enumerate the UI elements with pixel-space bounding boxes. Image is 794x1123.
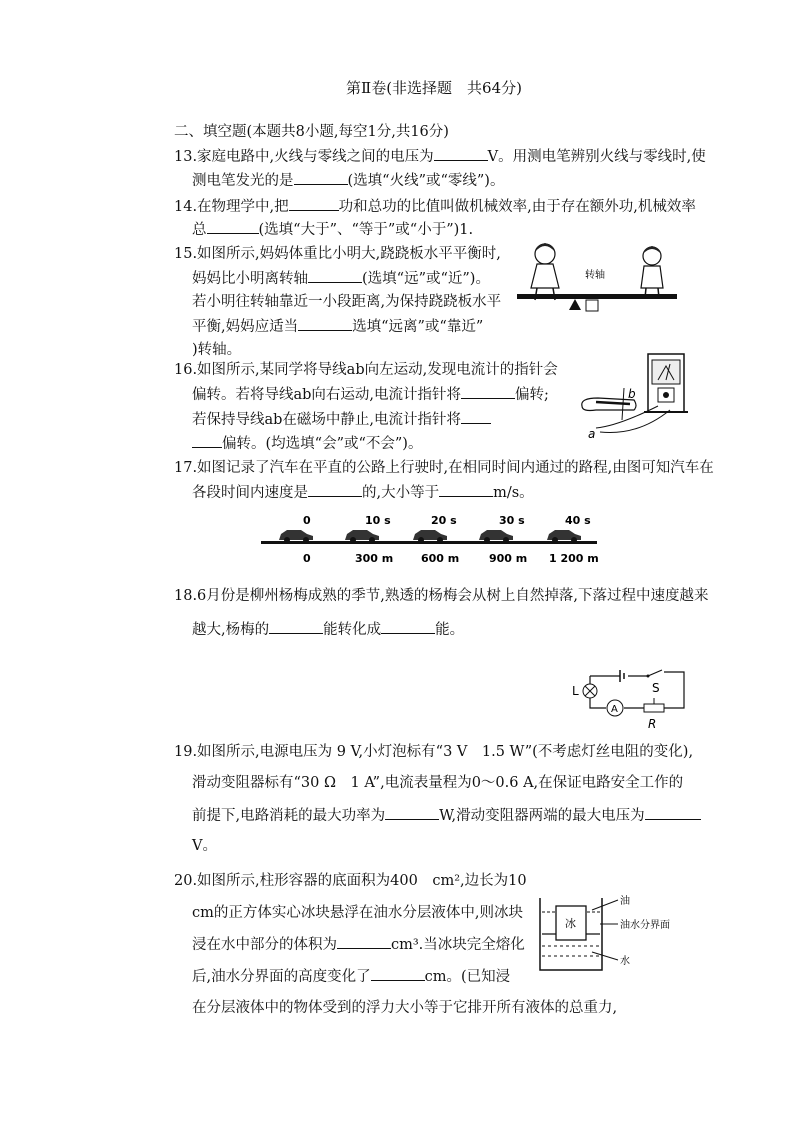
rheostat-icon [644, 704, 664, 712]
q14-line2: 总 (选填“大于”、“等于”或“小于”)1. [192, 219, 473, 240]
weight-block [586, 300, 598, 311]
q14-line1: 14.在物理学中,把 功和总功的比值叫做机械效率,由于存在额外功,机械效率 [174, 196, 696, 217]
galvanometer-figure [578, 350, 690, 442]
time-label: 10 s [365, 514, 391, 527]
answer-blank[interactable] [439, 482, 493, 497]
answer-blank[interactable] [434, 146, 488, 161]
q20-line2: cm的正方体实心冰块悬浮在油水分层液体中,则冰块 [192, 905, 523, 921]
time-label: 30 s [499, 514, 525, 527]
svg-text:冰: 冰 [565, 917, 576, 930]
answer-blank[interactable] [308, 268, 362, 283]
time-label: 20 s [431, 514, 457, 527]
answer-blank[interactable] [289, 196, 339, 211]
q20-line1: 20.如图所示,柱形容器的底面积为400 cm²,边长为10 [174, 873, 527, 889]
q19-line2: 滑动变阻器标有“30 Ω 1 A”,电流表量程为0～0.6 A,在保证电路安全工作的 [192, 775, 684, 791]
q16-line1: 16.如图所示,某同学将导线ab向左运动,发现电流计的指针会 [174, 362, 558, 378]
q15-line4: 平衡,妈妈应适当 选填“远离”或“靠近” [192, 316, 483, 337]
q16-line4: 偏转。(均选填“会”或“不会”)。 [192, 433, 422, 454]
answer-blank[interactable] [385, 805, 439, 820]
oil-label: 油 [620, 896, 630, 907]
q17-line1: 17.如图记录了汽车在平直的公路上行驶时,在相同时间内通过的路程,由图可知汽车在 [174, 460, 714, 476]
answer-blank[interactable] [192, 433, 222, 448]
page-title: 第Ⅱ卷(非选择题 共64分) [346, 79, 522, 97]
answer-blank[interactable] [337, 934, 391, 949]
q18-line1: 18.6月份是柳州杨梅成熟的季节,熟透的杨梅会从树上自然掉落,下落过程中速度越来 [174, 588, 709, 604]
boy-figure [641, 246, 663, 298]
answer-blank[interactable] [298, 316, 352, 331]
q15-line2: 妈妈比小明离转轴 (选填“远”或“近”)。 [192, 268, 490, 289]
answer-blank[interactable] [461, 384, 515, 399]
section-heading: 二、填空题(本题共8小题,每空1分,共16分) [174, 124, 449, 140]
wire-label-b: b [628, 387, 636, 401]
distance-label: 0 [303, 552, 311, 565]
switch-label: S [652, 681, 660, 695]
answer-blank[interactable] [294, 170, 348, 185]
q15-line1: 15.如图所示,妈妈体重比小明大,跷跷板水平平衡时, [174, 246, 501, 262]
girl-figure [531, 243, 559, 300]
answer-blank[interactable] [308, 482, 362, 497]
rheostat-label: R [648, 717, 657, 731]
distance-label: 600 m [421, 552, 460, 565]
distance-label: 1 200 m [549, 552, 599, 565]
answer-blank[interactable] [645, 805, 701, 820]
answer-blank[interactable] [381, 619, 435, 634]
answer-blank[interactable] [461, 409, 491, 424]
time-label: 0 [303, 514, 311, 527]
car-motion-figure [255, 510, 605, 570]
wire-label-a: a [588, 427, 596, 441]
q15-line5: )转轴。 [192, 342, 242, 358]
answer-blank[interactable] [371, 966, 425, 981]
q17-line2: 各段时间内速度是 的,大小等于 m/s。 [192, 482, 534, 503]
switch-icon [648, 670, 662, 676]
q18-line2: 越大,杨梅的 能转化成 能。 [192, 619, 464, 640]
distance-label: 900 m [489, 552, 528, 565]
q16-line2: 偏转。若将导线ab向右运动,电流计指针将 偏转; [192, 384, 549, 405]
battery-icon [620, 670, 624, 682]
q19-line3: 前提下,电路消耗的最大功率为 W,滑动变阻器两端的最大电压为 [192, 805, 701, 826]
q16-line3: 若保持导线ab在磁场中静止,电流计指针将 [192, 409, 491, 430]
container-figure [536, 890, 670, 978]
seesaw-figure [515, 238, 690, 318]
pivot-label: 转轴 [585, 270, 605, 281]
q15-line3: 若小明往转轴靠近一小段距离,为保持跷跷板水平 [192, 294, 502, 310]
pivot-icon [569, 299, 581, 310]
answer-blank[interactable] [207, 219, 259, 234]
distance-label: 300 m [355, 552, 394, 565]
svg-text:A: A [611, 704, 618, 715]
water-label: 水 [620, 956, 630, 967]
q13-line1: 13.家庭电路中,火线与零线之间的电压为 V。用测电笔辨别火线与零线时,使 [174, 146, 706, 167]
answer-blank[interactable] [269, 619, 323, 634]
road-line [261, 541, 597, 544]
seesaw-board [517, 294, 677, 299]
q19-line4: V。 [192, 838, 217, 854]
q19-line1: 19.如图所示,电源电压为 9 V,小灯泡标有“3 V 1.5 W”(不考虑灯丝电阻的变化), [174, 744, 694, 760]
q20-line4: 后,油水分界面的高度变化了 cm。(已知浸 [192, 966, 510, 987]
q20-line3: 浸在水中部分的体积为 cm³.当冰块完全熔化 [192, 934, 525, 955]
q20-line5: 在分层液体中的物体受到的浮力大小等于它排开所有液体的总重力, [192, 1000, 618, 1016]
circuit-figure [568, 668, 693, 734]
time-label: 40 s [565, 514, 591, 527]
interface-label: 油水分界面 [620, 920, 670, 931]
lamp-label: L [572, 684, 579, 698]
q13-line2: 测电笔发光的是 (选填“火线”或“零线”)。 [192, 170, 504, 191]
